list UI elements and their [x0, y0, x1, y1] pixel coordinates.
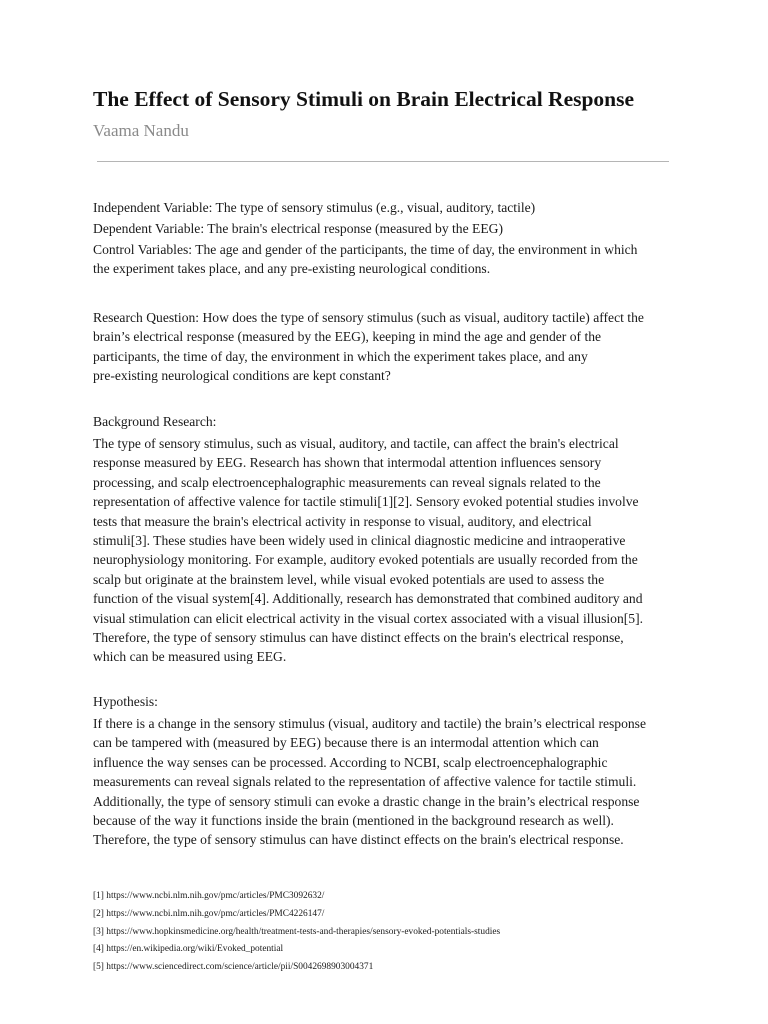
background-line: which can be measured using EEG. — [93, 649, 287, 665]
research-question-line: brain’s electrical response (measured by the EEG), keeping in mind the age and gender of the — [93, 329, 602, 345]
dependent-variable: Dependent Variable: The brain's electrical response (measured by the EEG) — [93, 220, 503, 236]
research-question-line: participants, the time of day, the environment in which the experiment takes place, and any — [93, 348, 588, 364]
control-variables-line: Control Variables: The age and gender of the participants, the time of day, the environment in which — [93, 241, 638, 257]
hypothesis-line: influence the way senses can be processed. According to NCBI, scalp electroencephalographic — [93, 754, 608, 770]
hypothesis-line: Additionally, the type of sensory stimuli can evoke a drastic change in the brain’s electrical response — [93, 793, 640, 809]
control-variables-line: the experiment takes place, and any pre-existing neurological conditions. — [93, 261, 491, 277]
title-divider — [97, 161, 669, 162]
background-line: Therefore, the type of sensory stimulus can have distinct effects on the brain's electrical response, — [93, 630, 624, 646]
hypothesis-heading: Hypothesis: — [93, 694, 158, 709]
background-line: scalp but originate at the brainstem level, while visual evoked potentials are used to assess the — [93, 571, 605, 587]
hypothesis-line: If there is a change in the sensory stimulus (visual, auditory and tactile) the brain’s electrical response — [93, 716, 647, 731]
hypothesis-body — [93, 714, 675, 850]
hypothesis-line: can be tampered with (measured by EEG) because there is an intermodal attention which can — [93, 735, 599, 751]
background-line: The type of sensory stimulus, such as visual, auditory, and tactile, can affect the brain's electrical — [93, 436, 619, 451]
background-line: processing, and scalp electroencephalographic measurements can reveal signals related to the — [93, 474, 601, 490]
independent-variable: Independent Variable: The type of sensory stimulus (e.g., visual, auditory, tactile) — [93, 200, 536, 215]
background-line: response measured by EEG. Research has shown that intermodal attention influences sensory — [93, 455, 602, 471]
background-body — [93, 434, 675, 667]
background-line: function of the visual system[4]. Additionally, research has demonstrated that combined auditory and — [93, 591, 643, 607]
background-line: neurophysiology monitoring. For example, auditory evoked potentials are usually recorded from the — [93, 552, 638, 568]
footnote-link[interactable]: [3] https://www.hopkinsmedicine.org/health/treatment-tests-and-therapies/sensory-evoked-potentials-studies — [93, 926, 501, 937]
background-line: visual stimulation can elicit electrical activity in the visual cortex associated with a visual illusion[5]. — [93, 610, 644, 626]
footnotes — [93, 888, 675, 977]
document-title: The Effect of Sensory Stimuli on Brain Electrical Response — [93, 87, 635, 111]
hypothesis-line: Therefore, the type of sensory stimulus can have distinct effects on the brain's electrical response. — [93, 832, 624, 848]
background-line: stimuli[3]. These studies have been widely used in clinical diagnostic medicine and intraoperative — [93, 533, 626, 549]
background-line: representation of affective valence for tactile stimuli[1][2]. Sensory evoked potential studies involve — [93, 494, 639, 510]
hypothesis-line: because of the way it functions inside the brain (mentioned in the background research as well). — [93, 813, 614, 829]
research-question-line: pre-existing neurological conditions are kept constant? — [93, 368, 391, 384]
research-question — [93, 308, 675, 386]
author-name: Vaama Nandu — [93, 121, 189, 140]
hypothesis-line: measurements can reveal signals related to the representation of affective valence for tactile stimuli. — [93, 774, 637, 790]
variables-section — [93, 198, 675, 279]
background-heading: Background Research: — [93, 414, 217, 429]
footnote-link[interactable]: [2] https://www.ncbi.nlm.nih.gov/pmc/articles/PMC4226147/ — [93, 908, 325, 919]
background-line: tests that measure the brain's electrical activity in response to visual, auditory, and electrical — [93, 513, 592, 529]
footnote-link[interactable]: [1] https://www.ncbi.nlm.nih.gov/pmc/articles/PMC3092632/ — [93, 891, 325, 901]
research-question-line: Research Question: How does the type of sensory stimulus (such as visual, auditory tactile) affect the — [93, 310, 644, 325]
footnote-link[interactable]: [5] https://www.sciencedirect.com/science/article/pii/S0042698903004371 — [93, 962, 374, 973]
footnote-link[interactable]: [4] https://en.wikipedia.org/wiki/Evoked_potential — [93, 944, 284, 955]
